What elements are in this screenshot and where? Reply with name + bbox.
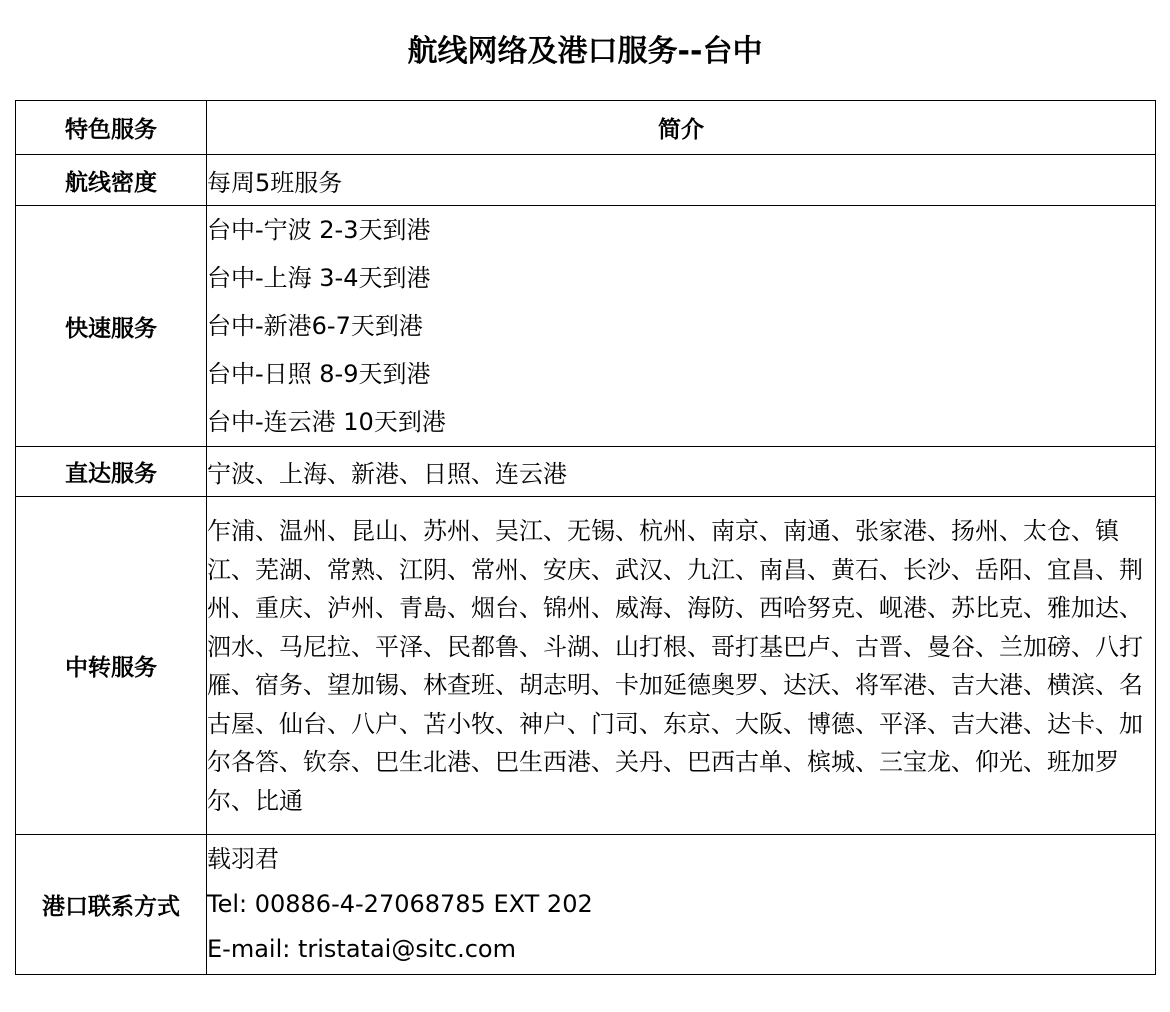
table-row: [16, 447, 1156, 497]
transfer-text: 乍浦、温州、昆山、苏州、吴江、无锡、杭州、南京、南通、张家港、扬州、太仓、镇江、芜湖、常熟、江阴、常州、安庆、武汉、九江、南昌、黄石、长沙、岳阳、宜昌、荆州、重庆、泸州、青島、烟台、锦州、威海、海防、西哈努克、岘港、苏比克、雅加达、泗水、马尼拉、平泽、民都鲁、斗湖、山打根、哥打基巴卢、古晋、曼谷、兰加磅、八打雁、宿务、望加锡、林查班、胡志明、卡加延德奥罗、达沃、将军港、吉大港、横滨、名古屋、仙台、八户、苫小牧、神户、门司、东京、大阪、博德、平泽、吉大港、达卡、加尔各答、钦奈、巴生北港、巴生西港、关丹、巴西古单、槟城、三宝龙、仰光、班加罗尔、比通: [207, 517, 1143, 815]
header-row: [16, 101, 1156, 155]
express-line: 台中-新港6-7天到港: [207, 312, 423, 340]
label-density: 航线密度: [16, 155, 207, 206]
service-table: [15, 100, 1156, 975]
table-row: [16, 497, 1156, 835]
express-list: [207, 206, 1156, 447]
label-express: 快速服务: [16, 206, 207, 447]
express-line: 台中-连云港 10天到港: [207, 408, 446, 436]
label-contact: 港口联系方式: [16, 835, 207, 975]
direct-text: 宁波、上海、新港、日照、连云港: [207, 447, 1156, 497]
contact-name: 载羽君: [207, 845, 279, 873]
express-line: 台中-宁波 2-3天到港: [207, 216, 431, 244]
contact-tel: Tel: 00886-4-27068785 EXT 202: [207, 890, 593, 918]
contact-cell: [207, 835, 1156, 975]
density-text: 每周5班服务: [207, 155, 1156, 206]
label-direct: 直达服务: [16, 447, 207, 497]
table-row: [16, 835, 1156, 975]
table-row: [16, 206, 1156, 447]
express-line: 台中-日照 8-9天到港: [207, 360, 431, 388]
express-line: 台中-上海 3-4天到港: [207, 264, 431, 292]
header-intro: 简介: [207, 101, 1156, 155]
transfer-cell: [207, 497, 1156, 835]
header-feature: 特色服务: [16, 101, 207, 155]
contact-email[interactable]: E-mail: tristatai@sitc.com: [207, 935, 516, 963]
table-row: [16, 155, 1156, 206]
page-title: 航线网络及港口服务--台中: [407, 34, 763, 69]
label-transfer: 中转服务: [16, 497, 207, 835]
